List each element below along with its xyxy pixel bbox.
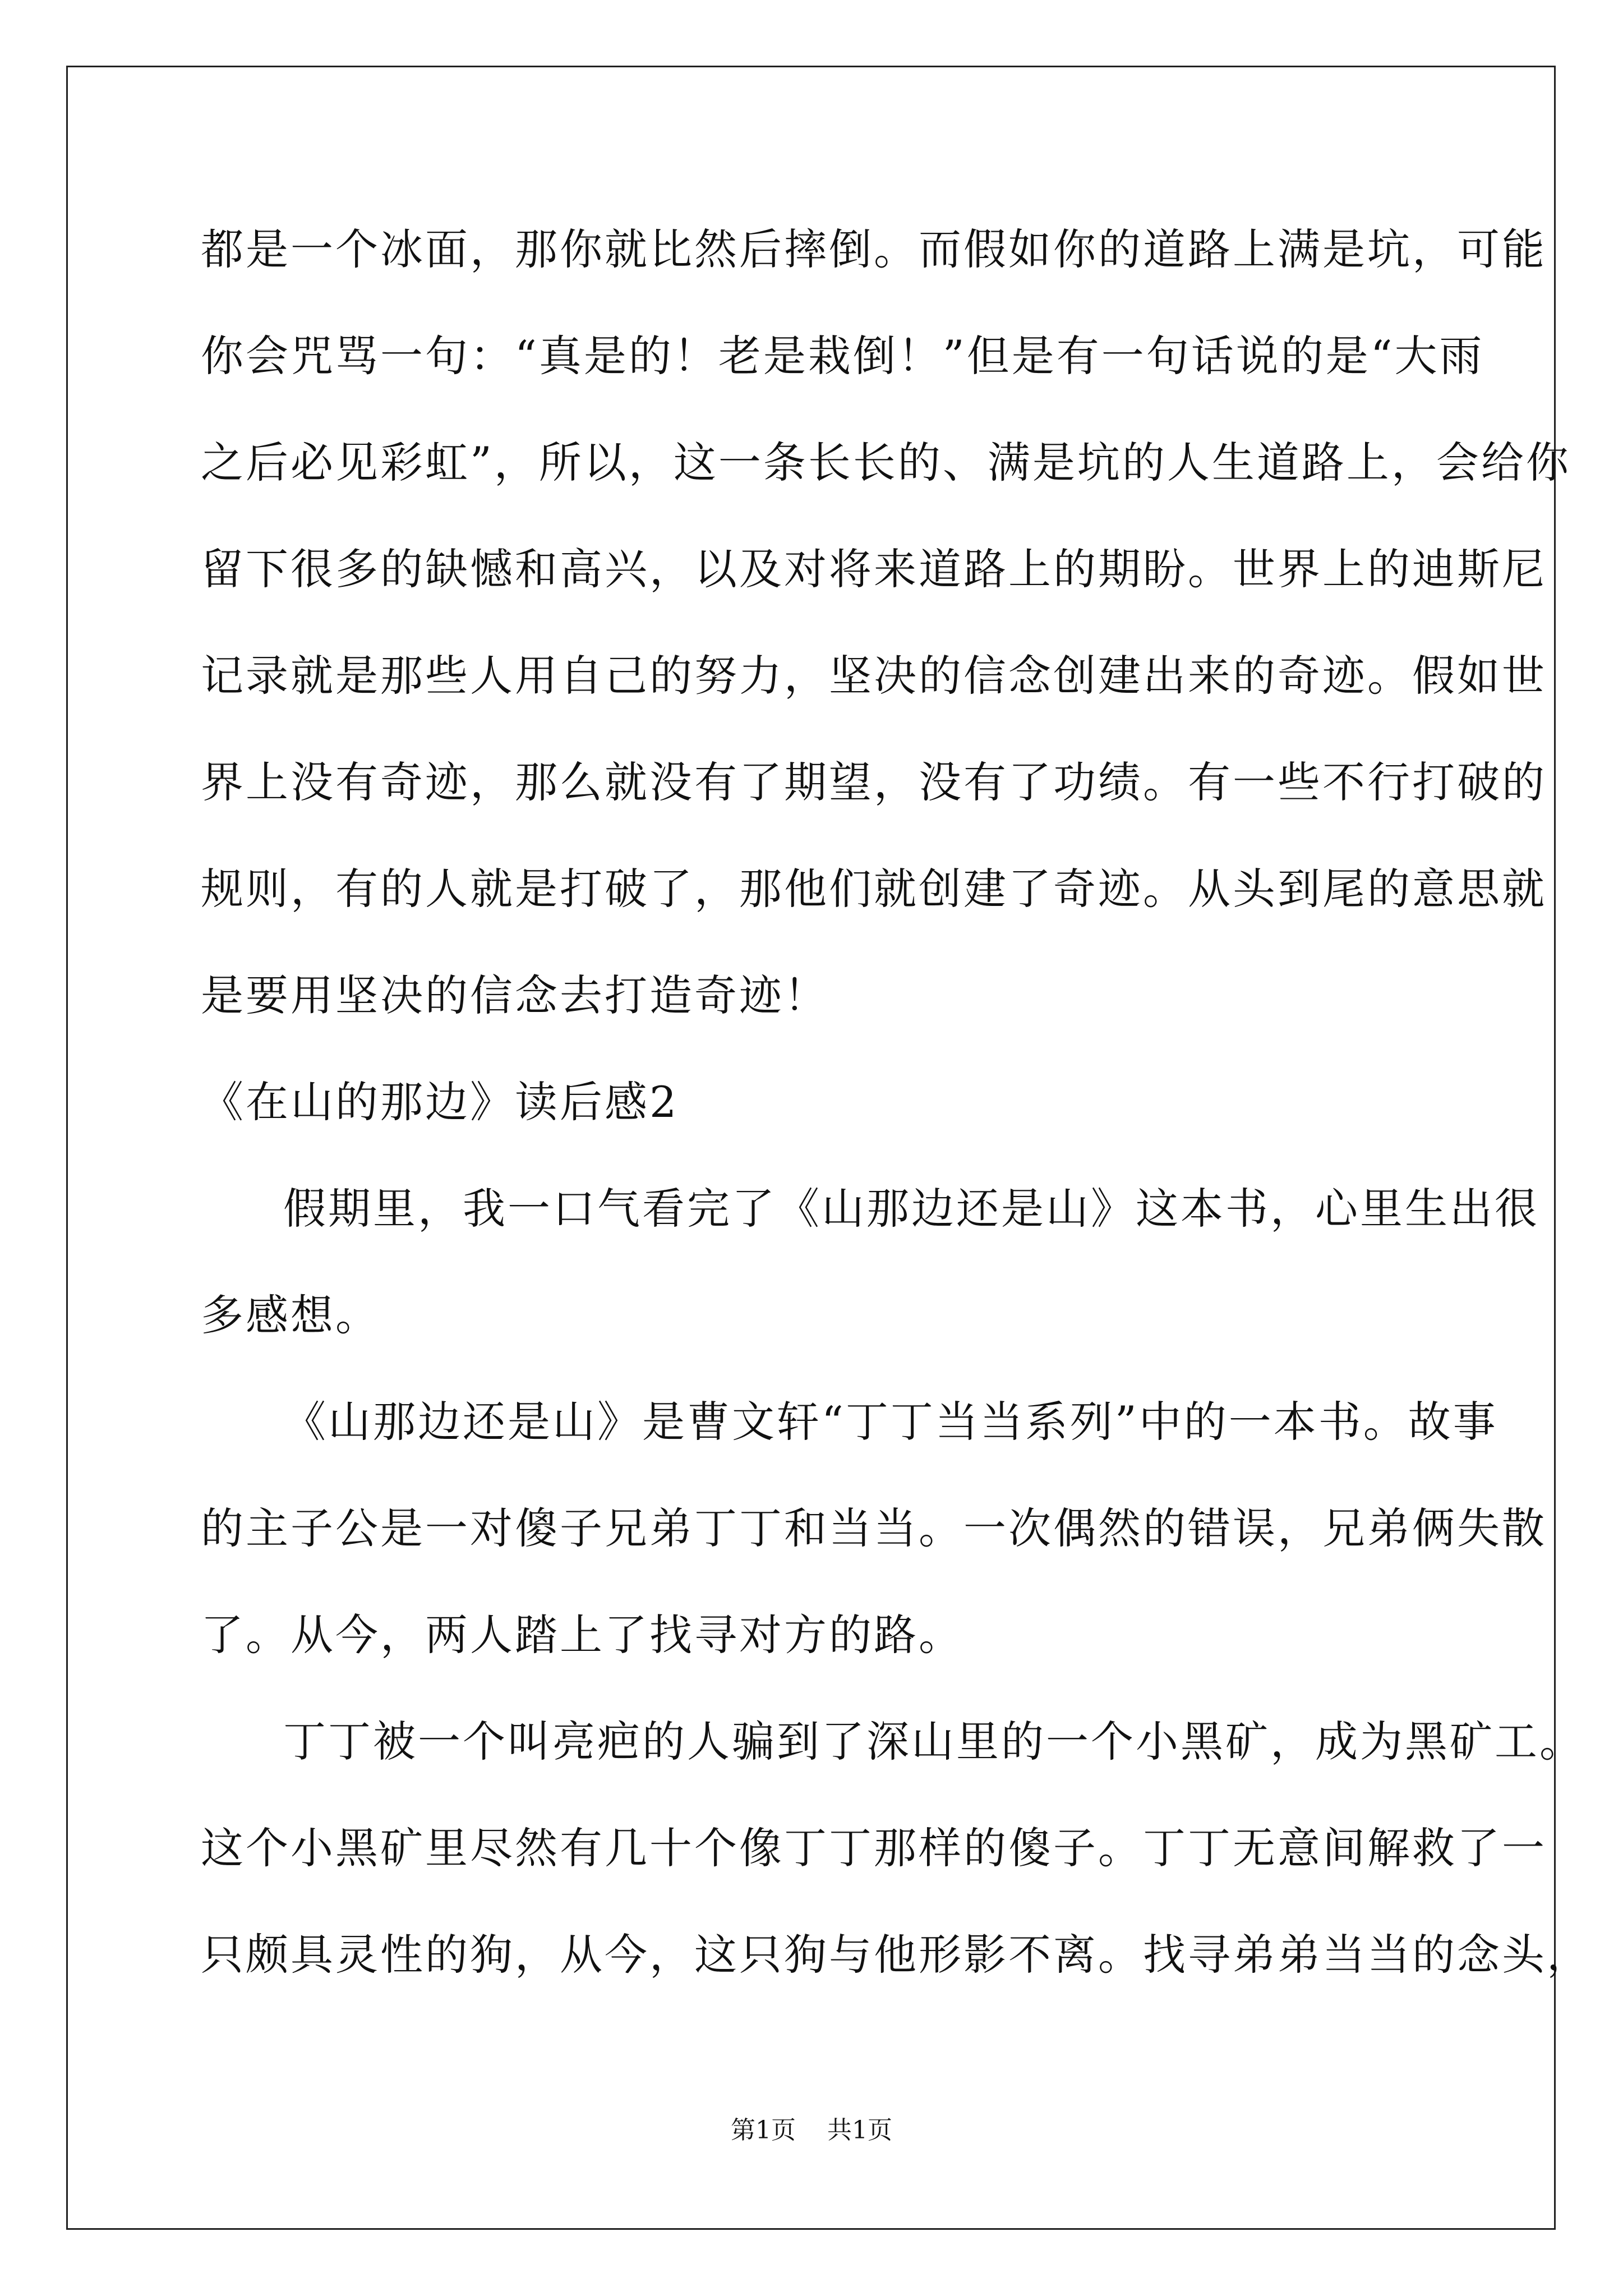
text-line-16: 这个小黑矿里尽然有几十个像丁丁那样的傻子。丁丁无意间解救了一 [201, 1823, 1547, 1873]
text-line-12: 《山那边还是山》是曹文轩“丁丁当当系列”中的一本书。故事 [283, 1397, 1498, 1447]
text-line-5: 记录就是那些人用自己的努力，坚决的信念创建出来的奇迹。假如世 [201, 651, 1547, 701]
page-border [66, 66, 1556, 2230]
text-line-3: 之后必见彩虹”，所以，这一条长长的、满是坑的人生道路上，会给你 [201, 438, 1571, 487]
text-line-1: 都是一个冰面，那你就比然后摔倒。而假如你的道路上满是坑，可能 [201, 224, 1547, 274]
text-line-10: 假期里，我一口气看完了《山那边还是山》这本书，心里生出很 [283, 1184, 1539, 1234]
page-footer: 第1页 共1页 [731, 2116, 892, 2145]
text-line-4: 留下很多的缺憾和高兴，以及对将来道路上的期盼。世界上的迪斯尼 [201, 544, 1547, 594]
text-line-8: 是要用坚决的信念去打造奇迹！ [201, 970, 829, 1020]
text-line-14: 了。从今，两人踏上了找寻对方的路。 [201, 1610, 963, 1660]
text-line-11: 多感想。 [201, 1290, 380, 1340]
text-line-13: 的主子公是一对傻子兄弟丁丁和当当。一次偶然的错误，兄弟俩失散 [201, 1503, 1547, 1553]
section-heading: 《在山的那边》读后感2 [201, 1077, 679, 1127]
text-line-17: 只颇具灵性的狗，从今，这只狗与他形影不离。找寻弟弟当当的念头， [201, 1930, 1592, 1980]
text-line-6: 界上没有奇迹，那么就没有了期望，没有了功绩。有一些不行打破的 [201, 757, 1547, 807]
text-line-2: 你会咒骂一句：“真是的！老是栽倒！”但是有一句话说的是“大雨 [201, 331, 1484, 381]
text-line-15: 丁丁被一个叫亮疤的人骗到了深山里的一个小黑矿，成为黑矿工。 [283, 1717, 1584, 1766]
text-line-7: 规则，有的人就是打破了，那他们就创建了奇迹。从头到尾的意思就 [201, 864, 1547, 914]
